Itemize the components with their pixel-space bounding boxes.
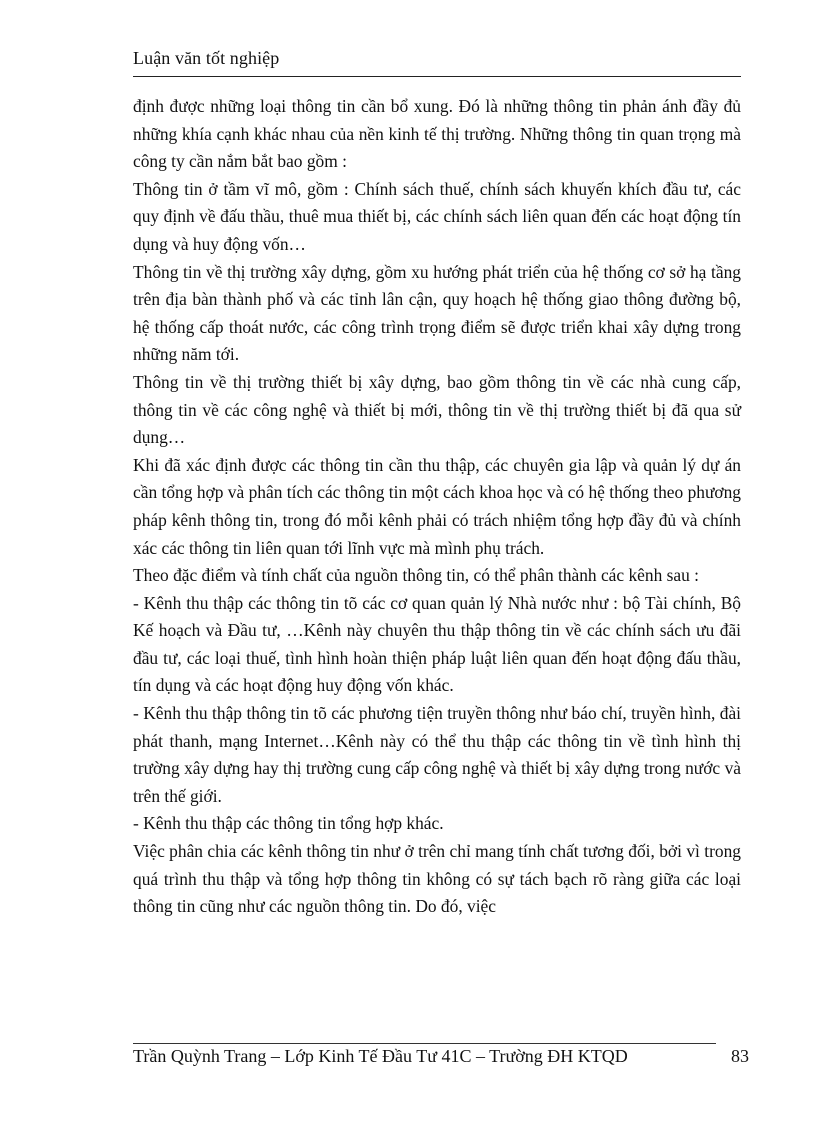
paragraph: định được những loại thông tin cần bổ xung. Đó là những thông tin phản ánh đầy đủ những khía cạnh khác nhau của nền kinh tế thị trường. Những thông tin quan trọng mà công ty cần nắm bắt bao gồm : xyxy=(133,96,741,172)
paragraph: - Kênh thu thập các thông tin tõ các cơ quan quản lý Nhà nước như : bộ Tài chính, Bộ Kế hoạch và Đầu tư, …Kênh này chuyên thu thập thông tin về các chính sách ưu đãi đầu tư, các loại thuế, tình hình hoàn thiện pháp luật liên quan đến hoạt động đấu thầu, tín dụng và các hoạt động huy động vốn khác. xyxy=(133,592,741,696)
paragraph: Việc phân chia các kênh thông tin như ở trên chỉ mang tính chất tương đối, bởi vì trong quá trình thu thập và tổng hợp thông tin không có sự tách bạch rõ ràng giữa các loại thông tin cũng như các nguồn thông tin. Do đó, việc xyxy=(133,841,741,917)
page-header-title: Luận văn tốt nghiệp xyxy=(133,48,280,68)
paragraph: Thông tin ở tầm vĩ mô, gồm : Chính sách thuế, chính sách khuyến khích đầu tư, các quy định về đấu thầu, thuê mua thiết bị, các chính sách liên quan đến các hoạt động tín dụng và huy động vốn… xyxy=(133,178,741,254)
paragraph: Theo đặc điểm và tính chất của nguồn thông tin, có thể phân thành các kênh sau : xyxy=(133,565,699,586)
paragraph: Thông tin về thị trường xây dựng, gồm xu hướng phát triển của hệ thống cơ sở hạ tầng trên địa bàn thành phố và các tỉnh lân cận, quy hoạch hệ thống giao thông đường bộ, hệ thống cấp thoát nước, các công trình trọng điểm sẽ được triển khai xây dựng trong những năm tới. xyxy=(133,261,741,365)
page-number: 83 xyxy=(731,1046,749,1066)
footer-author-line: Trần Quỳnh Trang – Lớp Kinh Tế Đầu Tư 41C – Trường ĐH KTQD xyxy=(133,1046,628,1066)
body-text xyxy=(133,93,741,921)
paragraph: Thông tin về thị trường thiết bị xây dựng, bao gồm thông tin về các nhà cung cấp, thông tin về các công nghệ và thiết bị mới, thông tin về thị trường thiết bị đã qua sử dụng… xyxy=(133,371,741,448)
paragraph: - Kênh thu thập thông tin tõ các phương tiện truyền thông như báo chí, truyền hình, đài phát thanh, mạng Internet…Kênh này có thể thu thập các thông tin về tình hình thị trường xây dựng hay thị trường cung cấp công nghệ và thiết bị xây dựng trong nước và trên thế giới. xyxy=(133,703,741,806)
footer-divider xyxy=(133,1043,716,1044)
paragraph: Khi đã xác định được các thông tin cần thu thập, các chuyên gia lập và quản lý dự án cần tổng hợp và phân tích các thông tin một cách khoa học và có hệ thống theo phương pháp kênh thông tin, trong đó mỗi kênh phải có trách nhiệm tổng hợp đầy đủ và chính xác các thông tin liên quan tới lĩnh vực mà mình phụ trách. xyxy=(133,454,741,558)
paragraph: - Kênh thu thập các thông tin tổng hợp khác. xyxy=(133,813,444,834)
header-divider xyxy=(133,76,741,77)
